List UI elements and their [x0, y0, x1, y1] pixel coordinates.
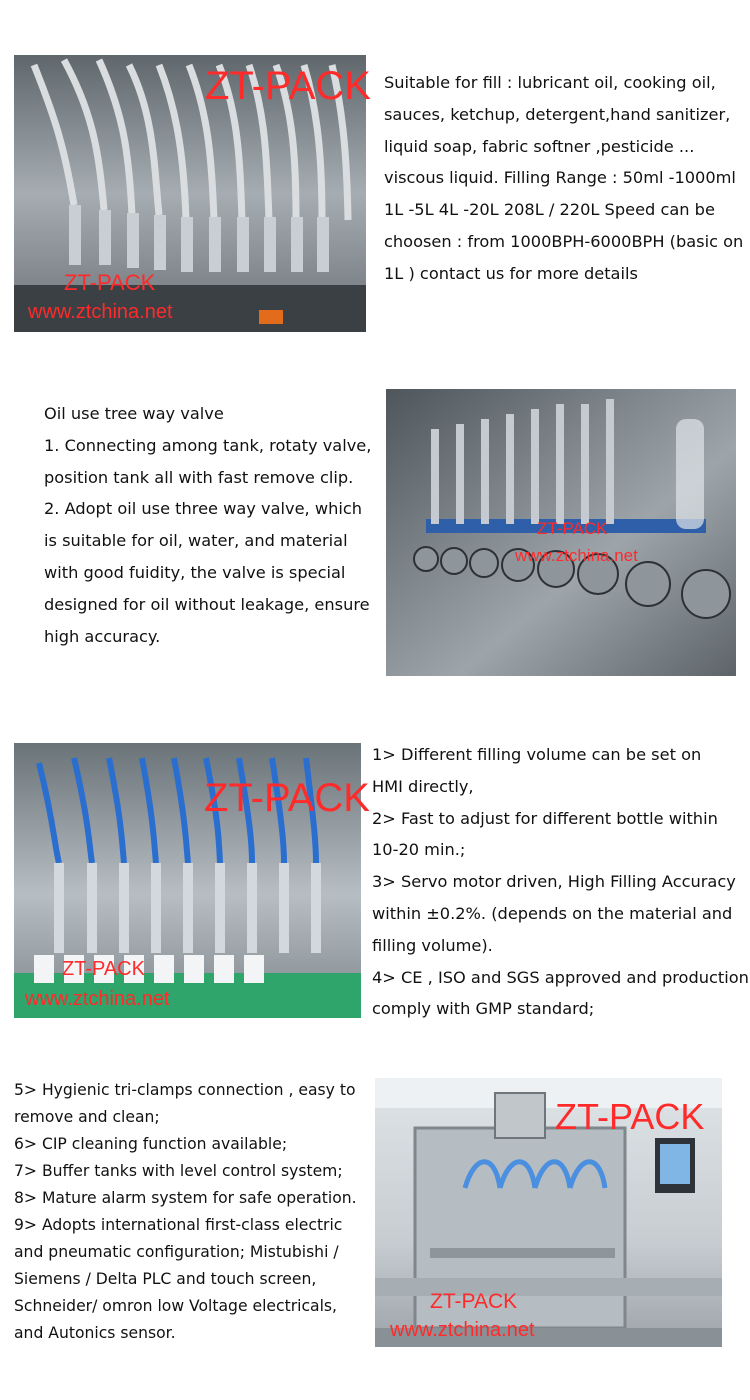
- watermark-brand: ZT-PACK: [204, 776, 370, 820]
- text-line: and pneumatic configuration; Mistubishi /: [14, 1243, 339, 1261]
- text-line: 9> Adopts international first-class electric: [14, 1216, 343, 1234]
- watermark-url: www.ztchina.net: [390, 1319, 535, 1341]
- text-line: 2. Adopt oil use three way valve, which: [44, 499, 363, 519]
- text-line: 5> Hygienic tri-clamps connection , easy to: [14, 1081, 356, 1099]
- text-line: 3> Servo motor driven, High Filling Accuracy: [372, 872, 736, 892]
- section-3-text: [372, 739, 749, 1025]
- watermark-brand-small: ZT-PACK: [62, 958, 145, 980]
- text-line: 1L -5L 4L -20L 208L / 220L Speed can be: [384, 200, 715, 220]
- text-line: is suitable for oil, water, and material: [44, 531, 348, 551]
- watermark-brand: ZT-PACK: [555, 1096, 705, 1137]
- text-line: 1L ) contact us for more details: [384, 263, 638, 283]
- watermark-brand-small: ZT-PACK: [64, 270, 156, 295]
- text-line: 1> Different filling volume can be set on: [372, 745, 702, 764]
- text-line: within ±0.2%. (depends on the material and: [372, 903, 733, 923]
- text-line: Siemens / Delta PLC and touch screen,: [14, 1270, 317, 1288]
- text-line: with good fuidity, the valve is special: [44, 562, 346, 582]
- watermark-brand: ZT-PACK: [537, 519, 608, 538]
- text-line: filling volume).: [372, 935, 493, 955]
- text-line: HMI directly,: [372, 776, 474, 796]
- section-4-text: [14, 1077, 357, 1347]
- text-line: Oil use tree way valve: [44, 404, 224, 423]
- section-1-text: [384, 67, 743, 290]
- text-line: Schneider/ omron low Voltage electricals,: [14, 1297, 337, 1315]
- text-line: high accuracy.: [44, 626, 161, 646]
- text-line: Suitable for fill : lubricant oil, cooking oil,: [384, 73, 716, 92]
- text-line: 6> CIP cleaning function available;: [14, 1135, 288, 1153]
- watermark-url: www.ztchina.net: [25, 988, 170, 1010]
- text-line: 4> CE , ISO and SGS approved and production: [372, 967, 749, 987]
- text-line: designed for oil without leakage, ensure: [44, 594, 370, 614]
- text-line: 7> Buffer tanks with level control system;: [14, 1162, 343, 1180]
- watermark-url: www.ztchina.net: [28, 301, 173, 323]
- text-line: 2> Fast to adjust for different bottle within: [372, 808, 718, 828]
- text-line: 10-20 min.;: [372, 840, 466, 860]
- text-line: position tank all with fast remove clip.: [44, 467, 354, 487]
- text-line: sauces, ketchup, detergent,hand sanitizer,: [384, 104, 731, 124]
- text-line: comply with GMP standard;: [372, 999, 595, 1019]
- text-line: and Autonics sensor.: [14, 1324, 176, 1342]
- watermark-brand: ZT-PACK: [205, 64, 371, 108]
- text-line: remove and clean;: [14, 1108, 160, 1126]
- watermark-url: www.ztchina.net: [515, 546, 638, 565]
- watermark-brand-small: ZT-PACK: [430, 1290, 518, 1313]
- text-line: choosen : from 1000BPH-6000BPH (basic on: [384, 231, 744, 251]
- text-line: 8> Mature alarm system for safe operation.: [14, 1189, 357, 1207]
- section-2-text: [44, 398, 371, 652]
- text-line: liquid soap, fabric softner ,pesticide ...: [384, 136, 695, 156]
- text-line: 1. Connecting among tank, rotaty valve,: [44, 435, 372, 455]
- text-line: viscous liquid. Filling Range : 50ml -1000ml: [384, 168, 736, 188]
